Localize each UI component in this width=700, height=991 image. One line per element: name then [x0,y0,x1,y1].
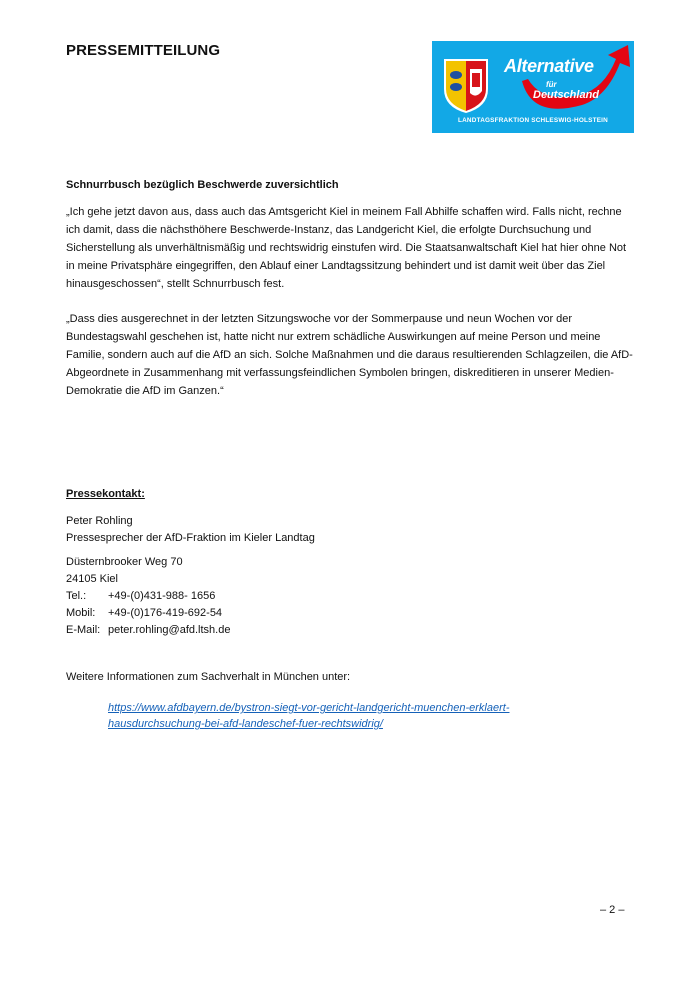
contact-street: Düsternbrooker Weg 70 [66,556,183,568]
contact-role: Pressesprecher der AfD-Fraktion im Kieler Landtag [66,532,315,544]
coat-of-arms-icon [444,59,488,113]
contact-email-row [66,624,230,636]
contact-name: Peter Rohling [66,515,133,527]
article-heading: Schnurrbusch bezüglich Beschwerde zuversichtlich [66,179,339,191]
more-info-link[interactable] [108,700,588,732]
logo-text-deutschland: Deutschland [533,89,600,101]
email-value[interactable]: peter.rohling@afd.ltsh.de [108,624,231,636]
article-paragraph-1: „Ich gehe jetzt davon aus, dass auch das Amtsgericht Kiel in meinem Fall Abhilfe schaffen wird. Falls nicht, rechne ich damit, dass die nächsthöhere Beschwerde-Instanz, das Landgericht Kiel, die erfolgte Durchsuchung und Sicherstellung als unverhältnismäßig und rechtswidrig einstufen wird. Die Staatsanwaltschaft Kiel hat hier ohne Not in meine Privatsphäre eingegriffen, den Ablauf einer Landtagssitzung behindert und ist damit weit über das Ziel hinausgeschossen“, stellt Schnurrbusch fest. [66,206,627,290]
document-title: PRESSEMITTEILUNG [66,42,221,59]
logo-text-alternative: Alternative [504,56,594,76]
email-label: E-Mail: [66,624,101,636]
contact-mobil-row [66,607,222,619]
logo-subtitle: LANDTAGSFRAKTION SCHLESWIG-HOLSTEIN [458,117,608,124]
mobil-label: Mobil: [66,607,96,619]
page-number: – 2 – [600,904,625,916]
tel-value: +49-(0)431-988- 1656 [108,590,216,602]
party-logo [432,41,634,133]
mobil-value: +49-(0)176-419-692-54 [108,607,223,619]
contact-tel-row [66,590,215,602]
more-info-intro: Weitere Informationen zum Sachverhalt in München unter: [66,671,351,683]
contact-heading: Pressekontakt: [66,488,145,500]
tel-label: Tel.: [66,590,87,602]
link-line-1[interactable]: https://www.afdbayern.de/bystron-siegt-vor-gericht-landgericht-muenchen-erklaert- [108,702,510,714]
link-line-2[interactable]: hausdurchsuchung-bei-afd-landeschef-fuer-rechtswidrig/ [108,718,383,730]
logo-text-fuer: für [546,80,557,89]
article-paragraph-2: „Dass dies ausgerechnet in der letzten Sitzungswoche vor der Sommerpause und neun Wochen vor der Bundestagswahl geschehen ist, hatte nicht nur extrem schädliche Auswirkungen auf meine Person und meine Familie, sondern auch auf die AfD an sich. Solche Maßnahmen und die daraus resultierenden Schlagzeilen, die AfD-Abgeordnete in Zusammenhang mit verfassungsfeindlichen Symbolen bringen, diskreditieren in unserer Medien-Demokratie die AfD im Ganzen.“ [66,313,633,397]
contact-city: 24105 Kiel [66,573,118,585]
